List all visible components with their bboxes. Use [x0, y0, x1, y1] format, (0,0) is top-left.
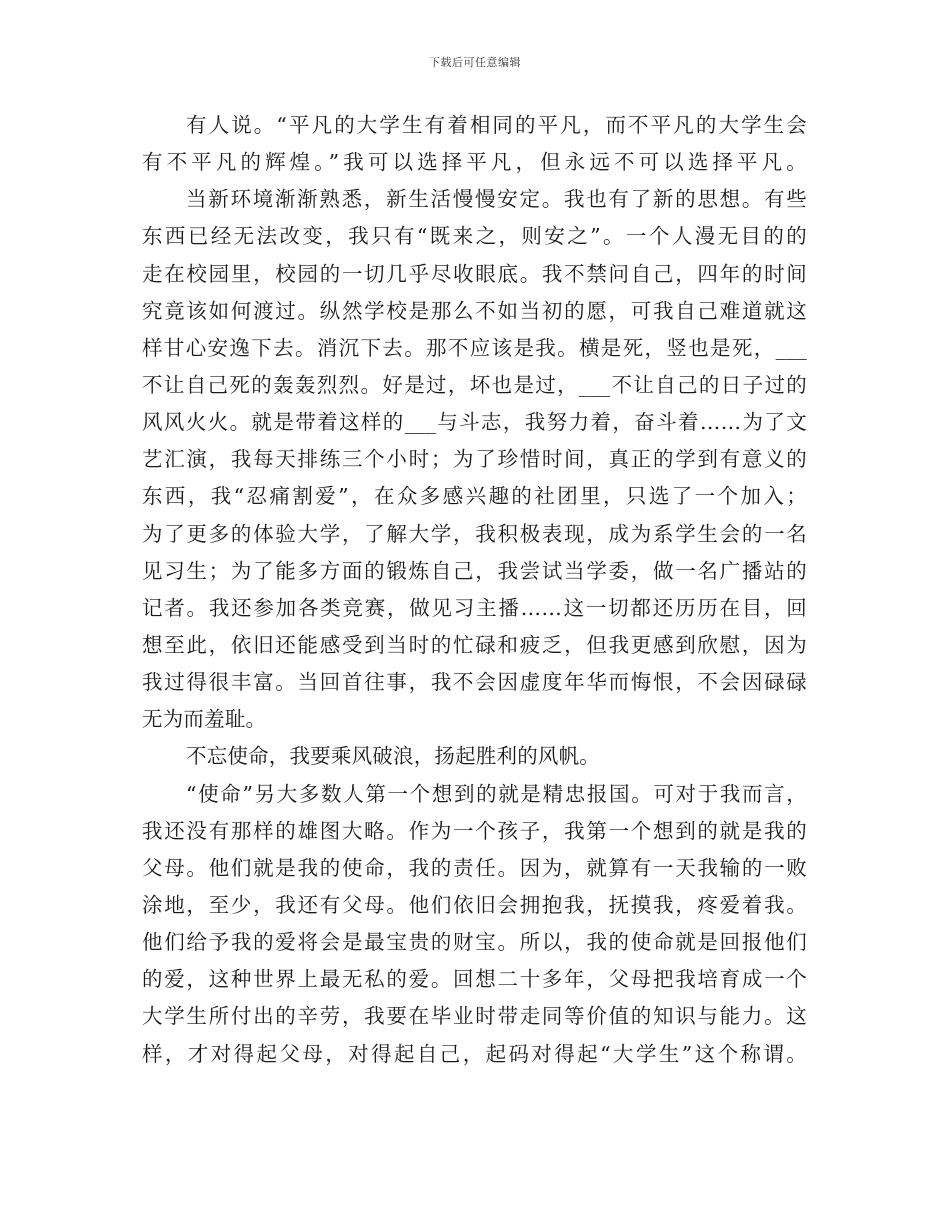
paragraph-4-line-4: 涂地，至少，我还有父母。他们依旧会拥抱我，抚摸我，疼爱着我。 [142, 892, 807, 917]
paragraph-2-line-11: 见习生；为了能多方面的锻炼自己，我尝试当学委，做一名广播站的 [142, 558, 807, 583]
paragraph-4-line-5: 他们给予我的爱将会是最宝贵的财宝。所以，我的使命就是回报他们 [142, 930, 807, 955]
paragraph-4-line-1: “使命”另大多数人第一个想到的就是精忠报国。可对于我而言， [186, 781, 807, 806]
paragraph-2-line-8: 艺汇演，我每天排练三个小时；为了珍惜时间，真正的学到有意义的 [142, 447, 807, 472]
paragraph-4-line-3: 父母。他们就是我的使命，我的责任。因为，就算有一天我输的一败 [142, 855, 807, 880]
paragraph-2-line-14: 我过得很丰富。当回首往事，我不会因虚度年华而悔恨，不会因碌碌 [142, 670, 807, 695]
paragraph-2-line-9: 东西，我“忍痛割爱”，在众多感兴趣的社团里，只选了一个加入； [142, 484, 807, 509]
paragraph-1-line-2: 有不平凡的辉煌。”我可以选择平凡，但永远不可以选择平凡。 [142, 150, 807, 175]
paragraph-2-line-3: 走在校园里，校园的一切几乎尽收眼底。我不禁问自己，四年的时间 [142, 261, 807, 286]
page-header: 下载后可任意编辑 [429, 56, 521, 69]
paragraph-2-line-10: 为了更多的体验大学，了解大学，我积极表现，成为系学生会的一名 [142, 521, 807, 546]
paragraph-2-line-15: 无为而羞耻。 [142, 707, 267, 732]
paragraph-2-line-12: 记者。我还参加各类竞赛，做见习主播……这一切都还历历在目，回 [142, 595, 807, 620]
paragraph-1-line-1: 有人说。“平凡的大学生有着相同的平凡，而不平凡的大学生会 [186, 113, 807, 137]
paragraph-4-line-7: 大学生所付出的辛劳，我要在毕业时带走同等价值的知识与能力。这 [142, 1004, 807, 1029]
paragraph-2-line-2: 东西已经无法改变，我只有“既来之，则安之”。一个人漫无目的的 [142, 224, 807, 249]
paragraph-2-line-7: 风风火火。就是带着这样的___与斗志，我努力着，奋斗着……为了文 [142, 410, 807, 435]
document-body [142, 107, 807, 1073]
paragraph-2-line-6: 不让自己死的轰轰烈烈。好是过，坏也是过，___不让自己的日子过的 [142, 372, 807, 397]
paragraph-4-line-2: 我还没有那样的雄图大略。作为一个孩子，我第一个想到的就是我的 [142, 818, 807, 843]
paragraph-3-line-1: 不忘使命，我要乘风破浪，扬起胜利的风帆。 [186, 744, 600, 769]
paragraph-2-line-1: 当新环境渐渐熟悉，新生活慢慢安定。我也有了新的思想。有些 [186, 187, 807, 212]
paragraph-2-line-4: 究竟该如何渡过。纵然学校是那么不如当初的愿，可我自己难道就这 [142, 298, 807, 323]
paragraph-4-line-6: 的爱，这种世界上最无私的爱。回想二十多年，父母把我培育成一个 [142, 967, 807, 992]
paragraph-4-line-8: 样，才对得起父母，对得起自己，起码对得起“大学生”这个称谓。 [142, 1041, 807, 1066]
paragraph-2-line-5: 样甘心安逸下去。消沉下去。那不应该是我。横是死，竖也是死，___ [142, 335, 807, 360]
paragraph-2-line-13: 想至此，依旧还能感受到当时的忙碌和疲乏，但我更感到欣慰，因为 [142, 632, 807, 657]
